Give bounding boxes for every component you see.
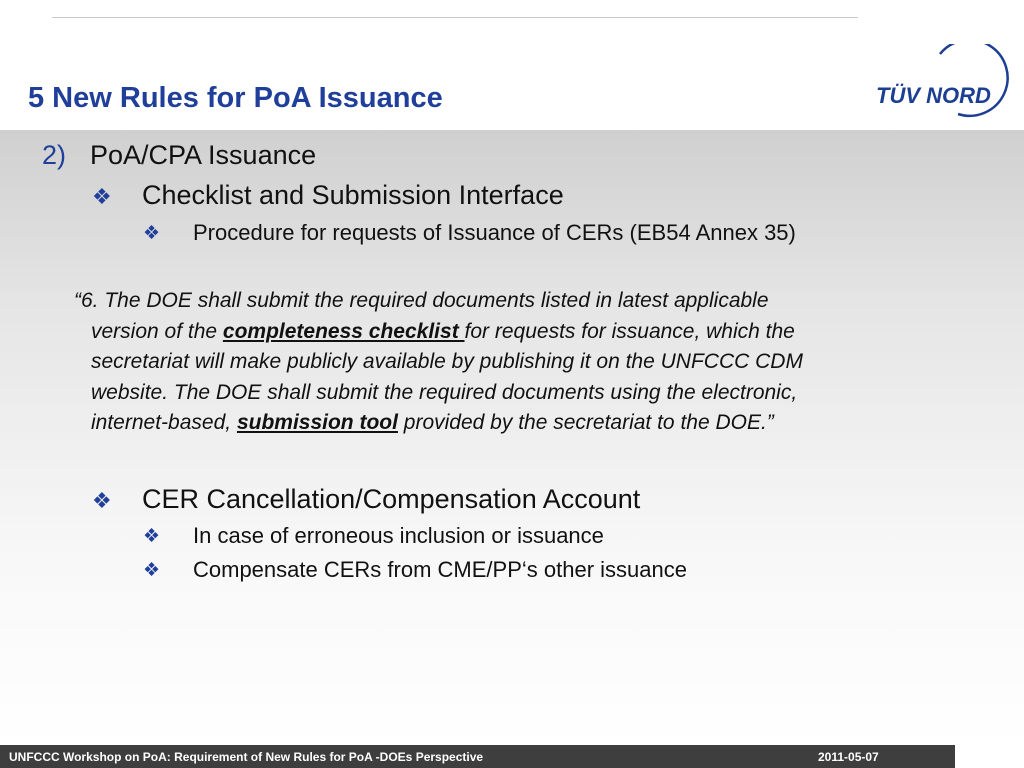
quote-line-3: secretariat will make publicly available by publishing it on the UNFCCC CDM [91, 350, 803, 373]
quote-text: for requests for issuance, which the [464, 319, 795, 343]
quote-text: version of the [91, 319, 223, 343]
slide-footer [0, 745, 955, 768]
sub-bullet-compensate: Compensate CERs from CME/PP‘s other issuance [193, 557, 687, 582]
completeness-checklist-link[interactable]: completeness checklist [222, 319, 465, 343]
sub-bullet-procedure: Procedure for requests of Issuance of CERs (EB54 Annex 35) [193, 220, 796, 245]
section-number: 2) [42, 140, 67, 170]
diamond-bullet-icon: ❖ [92, 184, 112, 209]
sub-bullet-erroneous: In case of erroneous inclusion or issuance [193, 523, 604, 548]
quote-line-1: “6. The DOE shall submit the required documents listed in latest applicable [74, 289, 769, 312]
submission-tool-link[interactable]: submission tool [236, 411, 398, 434]
quote-line-5 [74, 408, 974, 439]
tuv-nord-logo [870, 44, 1010, 124]
footer-date: 2011-05-07 [818, 750, 879, 764]
diamond-bullet-icon: ❖ [143, 526, 161, 547]
slide-header [0, 0, 1024, 130]
diamond-bullet-icon: ❖ [143, 223, 161, 244]
diamond-bullet-icon: ❖ [92, 488, 112, 513]
footer-title: UNFCCC Workshop on PoA: Requirement of New Rules for PoA -DOEs Perspective [9, 750, 484, 764]
slide-title: 5 New Rules for PoA Issuance [28, 82, 443, 114]
bullet-cer-cancellation: CER Cancellation/Compensation Account [142, 484, 641, 514]
diamond-bullet-icon: ❖ [143, 560, 161, 581]
quote-text: provided by the secretariat to the DOE.” [397, 411, 774, 434]
eb54-annex-quote [74, 286, 974, 439]
section-heading: PoA/CPA Issuance [90, 140, 317, 170]
bullet-checklist: Checklist and Submission Interface [142, 180, 564, 210]
quote-line-2 [74, 317, 974, 348]
quote-text: internet-based, [91, 411, 237, 434]
header-divider [52, 17, 858, 18]
quote-line-4: website. The DOE shall submit the required documents using the electronic, [91, 380, 798, 404]
svg-text:TÜV NORD: TÜV NORD [876, 83, 991, 108]
